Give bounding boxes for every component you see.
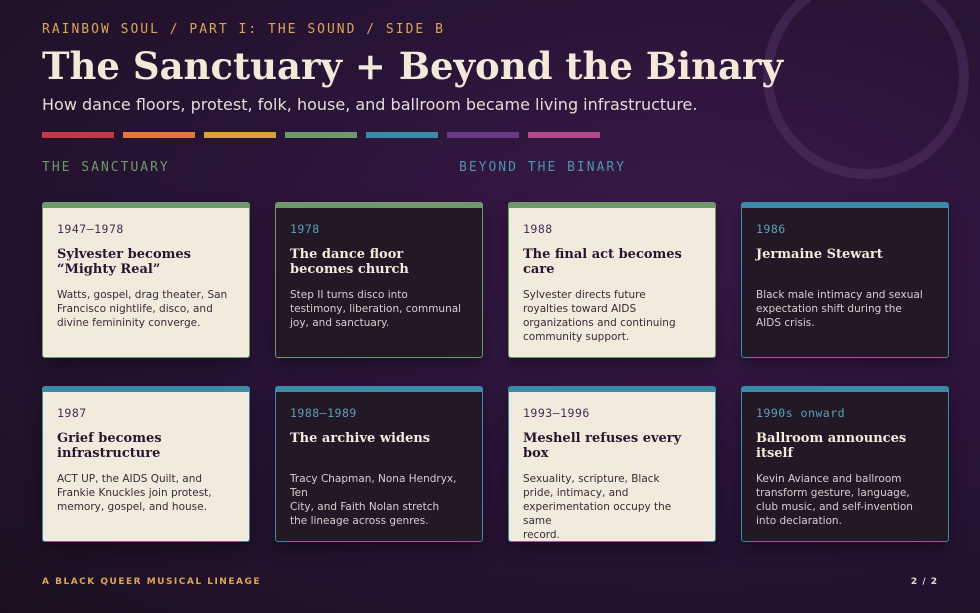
card-year: 1993–1996 bbox=[523, 406, 590, 420]
card-year: 1947–1978 bbox=[57, 222, 124, 236]
card-body: Sexuality, scripture, Black pride, intimacy, and experimentation occupy the same record. bbox=[523, 473, 672, 541]
breadcrumb: RAINBOW SOUL / PART I: THE SOUND / SIDE B bbox=[42, 22, 445, 37]
timeline-card bbox=[275, 202, 483, 358]
timeline-card bbox=[42, 202, 250, 358]
card-body: ACT UP, the AIDS Quilt, and Frankie Knuckles join protest, memory, gospel, and house. bbox=[57, 473, 212, 513]
card-title: Ballroom announces itself bbox=[756, 431, 907, 461]
stripe-3 bbox=[285, 132, 357, 138]
card-body: Sylvester directs future royalties toward AIDS organizations and continuing community support. bbox=[523, 289, 676, 343]
card-title: The dance floor becomes church bbox=[290, 247, 409, 277]
card-year: 1988–1989 bbox=[290, 406, 357, 420]
card-body: Step II turns disco into testimony, liberation, communal joy, and sanctuary. bbox=[290, 289, 462, 329]
stripe-5 bbox=[447, 132, 519, 138]
card-title: Sylvester becomes “Mighty Real” bbox=[57, 247, 191, 277]
footer-caption: A BLACK QUEER MUSICAL LINEAGE bbox=[42, 577, 261, 587]
timeline-card bbox=[508, 386, 716, 542]
stripe-6 bbox=[528, 132, 600, 138]
card-year: 1988 bbox=[523, 222, 553, 236]
timeline-card bbox=[508, 202, 716, 358]
section-label-beyond-binary: BEYOND THE BINARY bbox=[459, 160, 627, 175]
stripe-1 bbox=[123, 132, 195, 138]
card-year: 1986 bbox=[756, 222, 786, 236]
card-year: 1987 bbox=[57, 406, 87, 420]
timeline-card bbox=[42, 386, 250, 542]
card-title: The archive widens bbox=[290, 431, 431, 446]
card-body: Black male intimacy and sexual expectation shift during the AIDS crisis. bbox=[756, 289, 923, 329]
card-title: Jermaine Stewart bbox=[756, 247, 883, 262]
decorative-ring bbox=[763, 0, 969, 179]
card-title: Grief becomes infrastructure bbox=[57, 431, 162, 461]
card-body: Watts, gospel, drag theater, San Francisco nightlife, disco, and divine femininity converge. bbox=[57, 289, 228, 329]
page-number: 2 / 2 bbox=[910, 577, 938, 587]
card-body: Tracy Chapman, Nona Hendryx, Ten City, and Faith Nolan stretch the lineage across genres. bbox=[290, 473, 457, 527]
timeline-card bbox=[741, 386, 949, 542]
card-body: Kevin Aviance and ballroom transform gesture, language, club music, and self-invention into declaration. bbox=[756, 473, 913, 527]
stripe-0 bbox=[42, 132, 114, 138]
page-subtitle: How dance floors, protest, folk, house, and ballroom became living infrastructure. bbox=[42, 95, 698, 114]
card-title: The final act becomes care bbox=[523, 247, 682, 277]
card-year: 1990s onward bbox=[756, 406, 846, 420]
timeline-card bbox=[275, 386, 483, 542]
stripe-4 bbox=[366, 132, 438, 138]
rainbow-stripes bbox=[42, 132, 600, 138]
card-title: Meshell refuses every box bbox=[523, 431, 682, 461]
timeline-card bbox=[741, 202, 949, 358]
page-title: The Sanctuary + Beyond the Binary bbox=[42, 44, 783, 88]
stripe-2 bbox=[204, 132, 276, 138]
section-label-sanctuary: THE SANCTUARY bbox=[42, 160, 170, 175]
card-year: 1978 bbox=[290, 222, 320, 236]
